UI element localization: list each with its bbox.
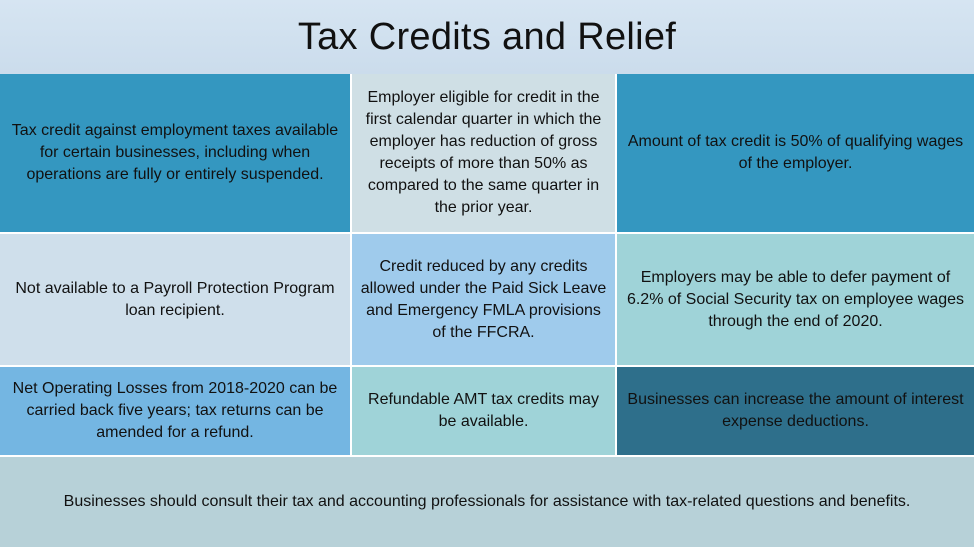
cell-interest-deductions: Businesses can increase the amount of interest expense deductions. (617, 367, 974, 457)
cell-nol-carryback: Net Operating Losses from 2018-2020 can be carried back five years; tax returns can be amended for a refund. (0, 367, 352, 457)
cell-social-security-deferral: Employers may be able to defer payment of 6.2% of Social Security tax on employee wages through the end of 2020. (617, 234, 974, 367)
title-bar (0, 0, 974, 74)
cell-amt-credits: Refundable AMT tax credits may be available. (352, 367, 617, 457)
cell-credit-amount: Amount of tax credit is 50% of qualifying wages of the employer. (617, 74, 974, 234)
cell-ppp-exclusion: Not available to a Payroll Protection Program loan recipient. (0, 234, 352, 367)
cell-eligibility: Employer eligible for credit in the first calendar quarter in which the employer has reduction of gross receipts of more than 50% as compared to the same quarter in the prior year. (352, 74, 617, 234)
footer-note: Businesses should consult their tax and accounting professionals for assistance with tax-related questions and benefits. (0, 457, 974, 547)
cell-ffcra-reduction: Credit reduced by any credits allowed under the Paid Sick Leave and Emergency FMLA provisions of the FFCRA. (352, 234, 617, 367)
slide-title: Tax Credits and Relief (297, 15, 677, 58)
info-grid (0, 74, 974, 457)
cell-employment-tax-credit: Tax credit against employment taxes available for certain businesses, including when operations are fully or entirely suspended. (0, 74, 352, 234)
